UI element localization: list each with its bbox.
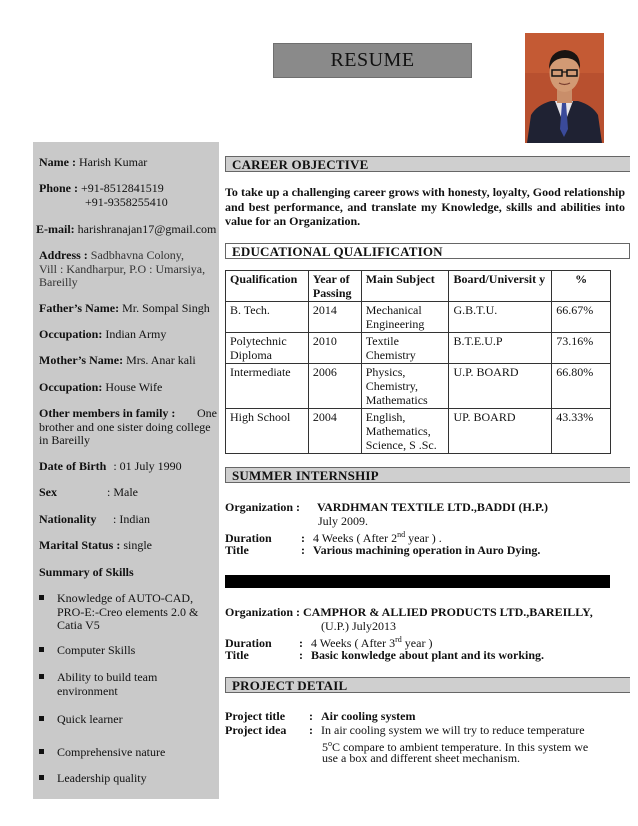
duration-label-2: Duration — [225, 636, 272, 650]
sex-row — [39, 486, 217, 500]
internship-title-2-row: Title : Basic konwledge about plant and its working. — [225, 648, 545, 662]
title-label: Title — [225, 543, 249, 557]
table-cell: English, Mathematics, Science, S .Sc. — [361, 409, 449, 454]
divider-bar — [225, 575, 610, 588]
table-cell: 43.33% — [552, 409, 611, 454]
phone-value-2: +91-9358255410 — [85, 194, 168, 209]
internship-duration-1-row: Duration : 4 Weeks ( After 2nd year ) . — [225, 530, 442, 545]
skill-text: Ability to build team environment — [57, 670, 158, 698]
table-cell: 2010 — [308, 333, 361, 364]
internship-title-1-row: Title : Various machining operation in Auro Dying. — [225, 543, 541, 557]
project-heading: PROJECT DETAIL — [225, 677, 630, 693]
column-header: Main Subject — [361, 271, 449, 302]
project-idea-line-2-text: C compare to ambient temperature. In this system we — [332, 740, 589, 754]
skill-text: Quick learner — [57, 712, 123, 726]
degree-sup: o — [328, 739, 332, 748]
occupation-label-2: Occupation: — [39, 380, 103, 394]
title-2-value: Basic konwledge about plant and its working. — [311, 648, 545, 662]
table-row — [226, 409, 611, 454]
project-idea-line-3: use a box and different sheet mechanism. — [322, 751, 521, 765]
skill-item — [39, 671, 217, 699]
mother-occupation-value: House Wife — [105, 380, 163, 394]
table-cell: Textile Chemistry — [361, 333, 449, 364]
skills-title — [39, 566, 217, 580]
other-members-label: Other members in family : — [39, 406, 176, 420]
table-cell: Mechanical Engineering — [361, 302, 449, 333]
internship-org-1-row — [225, 500, 548, 514]
dob-row — [39, 460, 217, 474]
project-idea-row: Project idea : In air cooling system we will try to reduce temperature — [225, 723, 585, 737]
project-title-value: Air cooling system — [321, 709, 416, 723]
duration-label: Duration — [225, 531, 272, 545]
internship-heading: SUMMER INTERNSHIP — [225, 467, 630, 483]
phone-row — [39, 182, 217, 209]
other-members-line-1: One — [197, 406, 217, 420]
bullet-square-icon — [39, 716, 44, 721]
table-header-row — [226, 271, 611, 302]
name-row — [39, 156, 217, 170]
sex-value: : Male — [107, 485, 138, 499]
internship-org-2-date: (U.P.) July2013 — [321, 619, 397, 633]
skills-title-text: Summary of Skills — [39, 565, 134, 579]
title-1-value: Various machining operation in Auro Dying. — [313, 543, 541, 557]
career-objective-text: To take up a challenging career grows with honesty, loyalty, Good relationship and best performance, and translate my Knowledge, skills and abilities into value for an Organization. — [225, 185, 625, 228]
duration-1-end: year ) . — [408, 531, 442, 545]
table-cell: 2004 — [308, 409, 361, 454]
other-members-row — [39, 407, 217, 448]
address-line-1: Sadbhavna Colony, — [90, 248, 185, 262]
phone-value-1: +91-8512841519 — [81, 181, 164, 195]
project-title-label: Project title — [225, 709, 286, 723]
table-cell: 66.80% — [552, 364, 611, 409]
duration-2-value: 4 Weeks ( After 3 — [311, 636, 396, 650]
father-occupation-value: Indian Army — [105, 327, 167, 341]
table-cell: G.B.T.U. — [449, 302, 552, 333]
table-row — [226, 364, 611, 409]
marital-row — [39, 539, 217, 553]
column-header: Qualification — [226, 271, 309, 302]
father-occupation-row — [39, 328, 217, 342]
duration-2-end: year ) — [404, 636, 433, 650]
table-cell: B. Tech. — [226, 302, 309, 333]
bullet-square-icon — [39, 674, 44, 679]
sex-label: Sex — [39, 485, 57, 499]
dob-value: : 01 July 1990 — [113, 459, 182, 473]
education-heading: EDUCATIONAL QUALIFICATION — [225, 243, 630, 259]
skill-item — [39, 772, 217, 786]
nationality-value: : Indian — [113, 512, 150, 526]
skill-text: Leadership quality — [57, 771, 147, 785]
column-header: Year of Passing — [308, 271, 361, 302]
skill-text: Knowledge of AUTO-CAD, PRO-E:-Creo elements 2.0 & Catia V5 — [57, 591, 199, 632]
address-row — [39, 249, 217, 290]
skill-item — [39, 644, 217, 658]
email-row — [36, 223, 219, 237]
table-cell: UP. BOARD — [449, 409, 552, 454]
organization-2-label: Organization : — [225, 605, 300, 619]
organization-label: Organization : — [225, 500, 300, 514]
table-cell: Intermediate — [226, 364, 309, 409]
education-table — [225, 270, 611, 454]
nationality-label: Nationality — [39, 512, 97, 526]
project-title-row: Project title : Air cooling system — [225, 709, 416, 723]
column-header: % — [552, 271, 611, 302]
address-label: Address : — [39, 248, 88, 262]
resume-title: RESUME — [273, 43, 472, 78]
occupation-label: Occupation: — [39, 327, 103, 341]
other-members-line-3: in Bareilly — [39, 433, 90, 447]
bullet-square-icon — [39, 595, 44, 600]
skill-item — [39, 713, 217, 727]
temperature-value: 5 — [322, 740, 328, 754]
other-members-line-2: brother and one sister doing college — [39, 419, 211, 434]
table-cell: High School — [226, 409, 309, 454]
table-row — [226, 333, 611, 364]
email-value: harishranajan17@gmail.com — [77, 222, 217, 236]
mother-value: Mrs. Anar kali — [126, 353, 196, 367]
skill-text: Computer Skills — [57, 643, 136, 657]
bullet-square-icon — [39, 775, 44, 780]
dob-label: Date of Birth — [39, 459, 107, 473]
mother-row — [39, 354, 217, 368]
mother-occupation-row — [39, 381, 217, 395]
duration-1-sup: nd — [397, 530, 406, 539]
marital-value: single — [123, 538, 152, 552]
address-line-3: Bareilly — [39, 275, 78, 289]
name-label: Name : — [39, 155, 76, 169]
career-objective-heading: CAREER OBJECTIVE — [225, 156, 630, 172]
nationality-row — [39, 513, 217, 527]
title-label-2: Title — [225, 648, 249, 662]
duration-2-sup: rd — [395, 635, 402, 644]
bullet-square-icon — [39, 647, 44, 652]
father-row — [39, 302, 217, 316]
father-label: Father’s Name: — [39, 301, 120, 315]
table-cell: 66.67% — [552, 302, 611, 333]
phone-label: Phone : — [39, 181, 78, 195]
table-cell: 2006 — [308, 364, 361, 409]
skill-item — [39, 746, 217, 760]
organization-2-name: CAMPHOR & ALLIED PRODUCTS LTD.,BAREILLY, — [303, 605, 593, 619]
personal-details-sidebar — [33, 142, 219, 799]
father-value: Mr. Sompal Singh — [122, 301, 210, 315]
internship-org-2-row — [225, 605, 593, 619]
profile-photo — [525, 33, 604, 143]
internship-org-1-date: July 2009. — [318, 514, 369, 528]
table-cell: 2014 — [308, 302, 361, 333]
marital-label: Marital Status : — [39, 538, 121, 552]
table-cell: Physics, Chemistry, Mathematics — [361, 364, 449, 409]
table-cell: B.T.E.U.P — [449, 333, 552, 364]
table-cell: Polytechnic Diploma — [226, 333, 309, 364]
bullet-square-icon — [39, 749, 44, 754]
table-cell: 73.16% — [552, 333, 611, 364]
skill-item — [39, 592, 217, 632]
project-idea-line-1: In air cooling system we will try to reduce temperature — [321, 723, 585, 737]
email-label: E-mail: — [36, 222, 75, 236]
address-line-2: Vill : Kandharpur, P.O : Umarsiya, — [39, 261, 206, 276]
person-portrait-icon — [525, 33, 604, 143]
duration-1-value: 4 Weeks ( After 2 — [313, 531, 398, 545]
internship-duration-2-row: Duration : 4 Weeks ( After 3rd year ) — [225, 635, 433, 650]
skill-text: Comprehensive nature — [57, 745, 166, 759]
project-idea-label: Project idea — [225, 723, 287, 737]
column-header: Board/Universit y — [449, 271, 552, 302]
organization-1-name: VARDHMAN TEXTILE LTD.,BADDI (H.P.) — [317, 500, 549, 514]
table-row — [226, 302, 611, 333]
mother-label: Mother’s Name: — [39, 353, 124, 367]
table-cell: U.P. BOARD — [449, 364, 552, 409]
name-value: Harish Kumar — [78, 155, 148, 169]
